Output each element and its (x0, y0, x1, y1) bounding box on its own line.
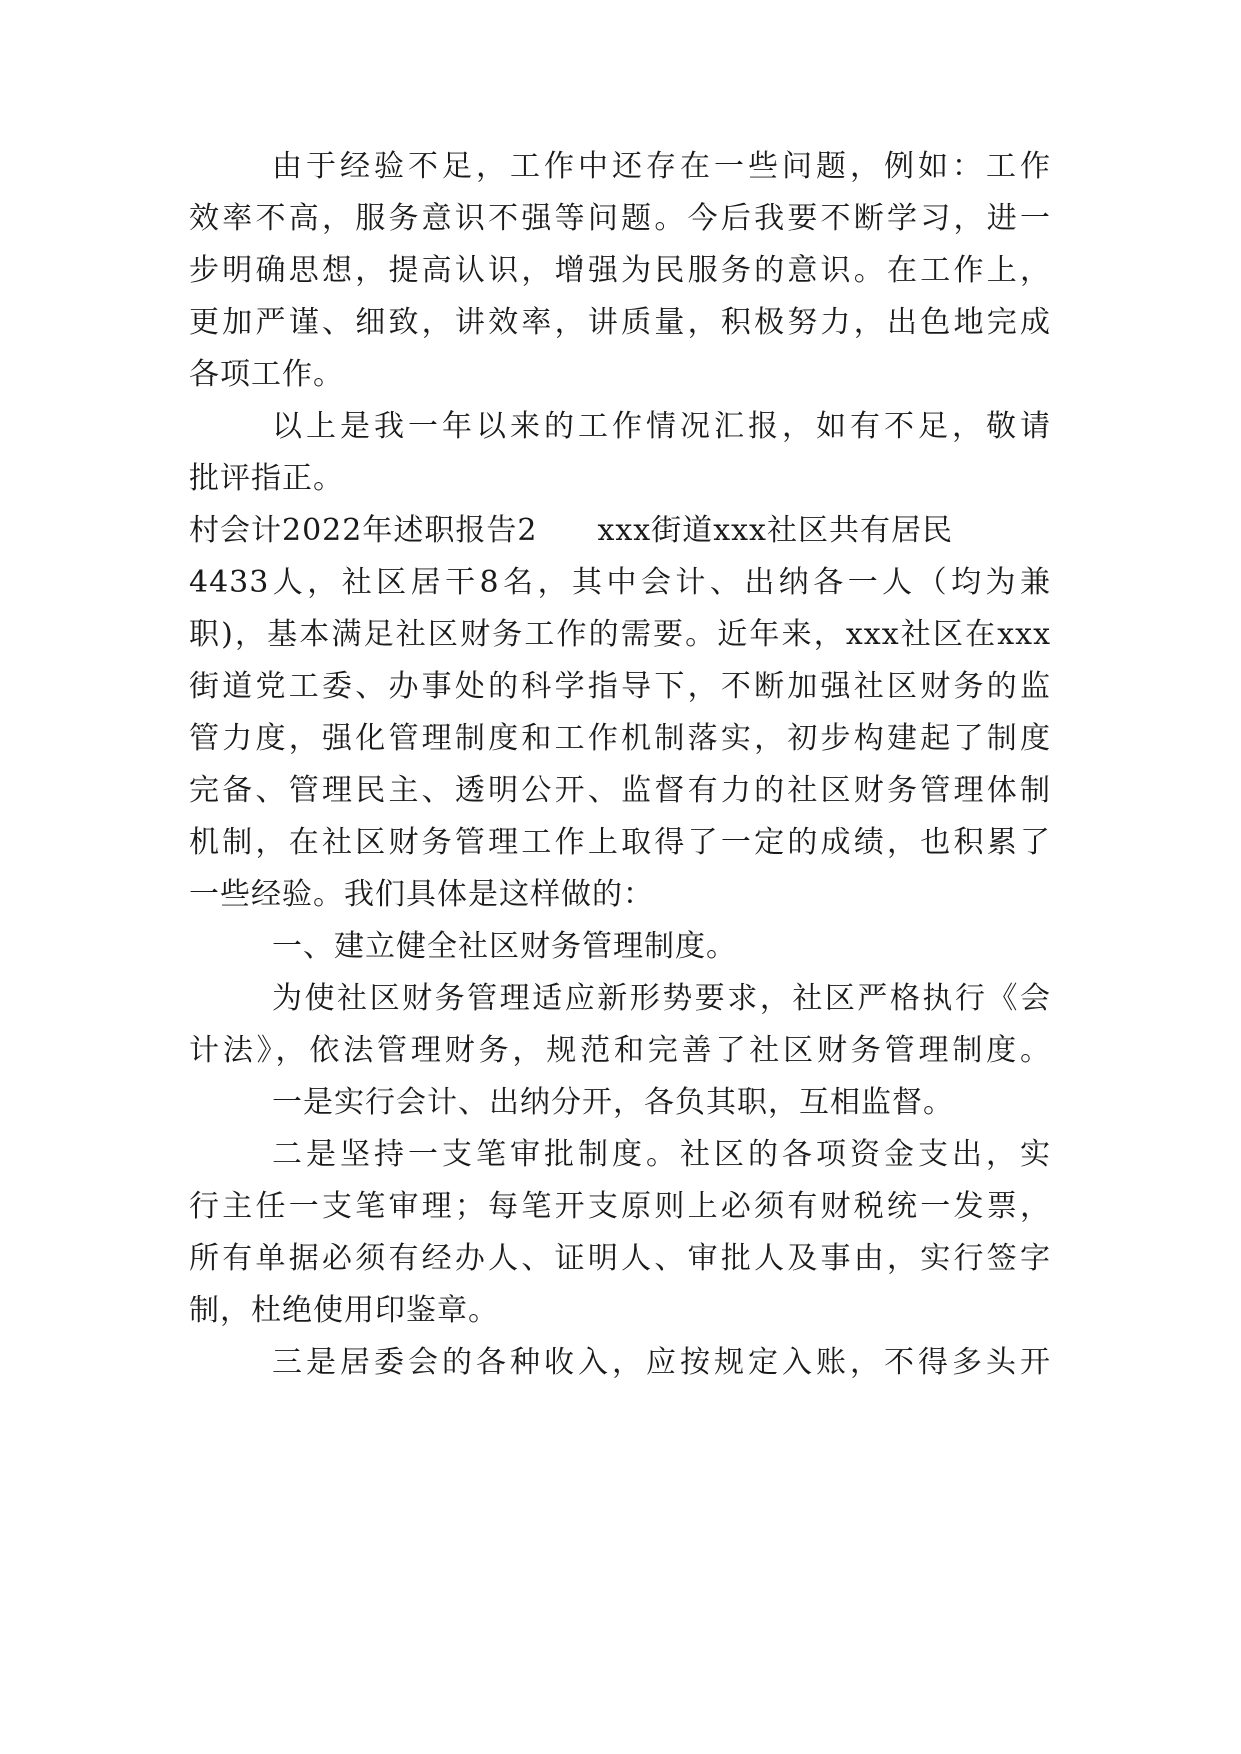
report-title-line (189, 511, 1051, 551)
paragraph-line: 为使社区财务管理适应新形势要求，社区严格执行《会 (272, 981, 1051, 1016)
paragraph-text: xxx街道xxx社区共有居民 (597, 513, 953, 548)
paragraph-line: 三是居委会的各种收入，应按规定入账，不得多头开 (272, 1345, 1051, 1380)
paragraph-line: 批评指正。 (189, 461, 344, 496)
paragraph-line: 行主任一支笔审理；每笔开支原则上必须有财税统一发票， (189, 1189, 1051, 1224)
paragraph-line: 一是实行会计、出纳分开，各负其职，互相监督。 (272, 1085, 954, 1120)
paragraph-line: 计法》，依法管理财务，规范和完善了社区财务管理制度。 (189, 1033, 1051, 1068)
paragraph-line: 更加严谨、细致，讲效率，讲质量，积极努力，出色地完成 (189, 305, 1051, 340)
paragraph-line: 一些经验。我们具体是这样做的： (189, 877, 654, 912)
paragraph-line: 管力度，强化管理制度和工作机制落实，初步构建起了制度 (189, 721, 1051, 756)
report-title: 村会计2022年述职报告2 (189, 513, 538, 548)
paragraph-line: 效率不高，服务意识不强等问题。今后我要不断学习，进一 (189, 201, 1051, 236)
paragraph-line: 制，杜绝使用印鉴章。 (189, 1293, 499, 1328)
paragraph-line: 完备、管理民主、透明公开、监督有力的社区财务管理体制 (189, 773, 1051, 808)
paragraph-line: 机制，在社区财务管理工作上取得了一定的成绩，也积累了 (189, 825, 1051, 860)
paragraph-line: 4433人，社区居干8名，其中会计、出纳各一人（均为兼 (189, 565, 1051, 600)
section-heading: 一、建立健全社区财务管理制度。 (272, 929, 737, 964)
paragraph-line: 各项工作。 (189, 357, 344, 392)
paragraph-line: 街道党工委、办事处的科学指导下，不断加强社区财务的监 (189, 669, 1051, 704)
paragraph-line: 所有单据必须有经办人、证明人、审批人及事由，实行签字 (189, 1241, 1051, 1276)
paragraph-line: 步明确思想，提高认识，增强为民服务的意识。在工作上， (189, 253, 1051, 288)
paragraph-line: 以上是我一年以来的工作情况汇报，如有不足，敬请 (272, 409, 1051, 444)
paragraph-line: 二是坚持一支笔审批制度。社区的各项资金支出，实 (272, 1137, 1051, 1172)
paragraph-line: 由于经验不足，工作中还存在一些问题，例如：工作 (272, 149, 1051, 184)
paragraph-line: 职)，基本满足社区财务工作的需要。近年来，xxx社区在xxx (189, 617, 1051, 652)
